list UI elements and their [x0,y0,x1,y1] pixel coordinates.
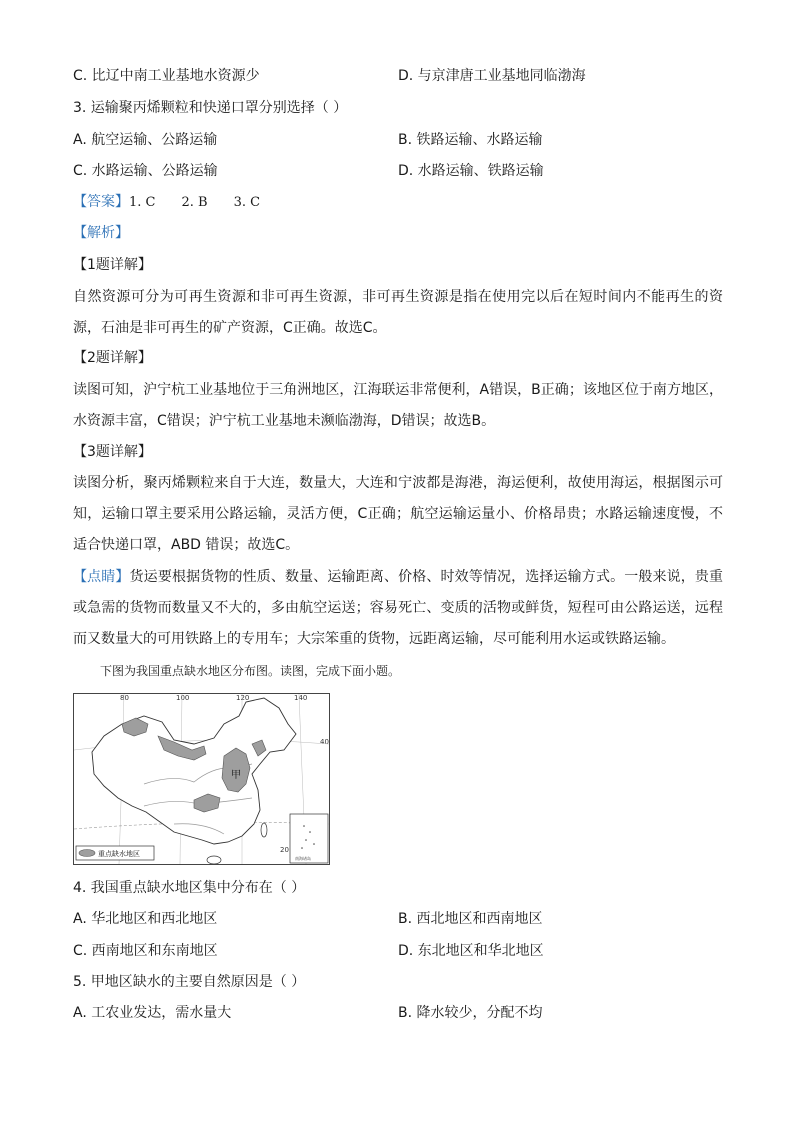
map-intro: 下图为我国重点缺水地区分布图。读图，完成下面小题。 [100,664,401,678]
answer-tag: 【答案】 [73,194,129,210]
q4-option-b: B. 西北地区和西南地区 [398,911,543,927]
q5-option-a: A. 工农业发达，需水量大 [73,1005,232,1021]
lon-label-120: 120 [236,694,250,702]
detail3-tag: 【3题详解】 [73,444,152,460]
detail3-text: 读图分析，聚丙烯颗粒来自于大连，数量大，大连和宁波都是海港，海运便利，故使用海运，根据图示可知，运输口罩主要采用公路运输，灵活方便，C正确；航空运输运量小、价格昂贵；水路运输速度慢，不适合快递口罩，ABD 错误；故选C。 [73,475,723,553]
analysis-tag: 【解析】 [73,225,129,241]
lon-label-140: 140 [294,694,308,702]
q2-option-c: C. 比辽中南工业基地水资源少 [73,68,260,84]
answer-line [73,192,286,213]
region-label-jia: 甲 [231,770,241,781]
china-water-shortage-map [73,693,330,865]
answer-1: 1. C [129,195,156,210]
q4-option-c: C. 西南地区和东南地区 [73,943,218,959]
q4-option-d: D. 东北地区和华北地区 [398,943,544,959]
detail1-tag: 【1题详解】 [73,257,152,273]
taiwan-outline [261,823,267,837]
lon-label-80: 80 [120,694,129,702]
q5-option-b: B. 降水较少，分配不均 [398,1005,543,1021]
q3-option-c: C. 水路运输、公路运输 [73,163,218,179]
china-outline [92,698,296,844]
detail2-text: 读图可知，沪宁杭工业基地位于三角洲地区，江海联运非常便利，A错误，B正确；该地区位于南方地区，水资源丰富，C错误；沪宁杭工业基地未濒临渤海，D错误；故选B。 [73,382,723,429]
tip-paragraph [73,562,723,655]
legend-swatch [79,850,95,857]
lat-label-40: 40 [320,738,329,746]
q4-stem: 4. 我国重点缺水地区集中分布在（ ） [73,880,306,896]
q3-stem: 3. 运输聚丙烯颗粒和快递口罩分别选择（ ） [73,100,348,116]
map-svg [74,694,329,864]
answer-2: 2. B [181,195,208,210]
q3-option-d: D. 水路运输、铁路运输 [398,163,544,179]
q2-option-d: D. 与京津唐工业基地同临渤海 [398,68,586,84]
hainan-outline [207,856,221,864]
q5-stem: 5. 甲地区缺水的主要自然原因是（ ） [73,974,306,990]
inset-label: 南海诸岛 [295,856,311,861]
lon-label-100: 100 [176,694,190,702]
tip-text: 货运要根据货物的性质、数量、运输距离、价格、时效等情况，选择运输方式。一般来说，贵重或急需的货物而数量又不大的，多由航空运送；容易死亡、变质的活物或鲜货，短程可由公路运送，远程而又数量大的可用铁路上的专用车；大宗笨重的货物，远距离运输，尽可能利用水运或铁路运输。 [73,569,724,647]
q4-option-a: A. 华北地区和西北地区 [73,911,218,927]
tip-tag: 【点睛】 [73,569,130,585]
answer-3: 3. C [233,195,261,210]
detail1-text: 自然资源可分为可再生资源和非可再生资源，非可再生资源是指在使用完以后在短时间内不能再生的资源，石油是非可再生的矿产资源，C正确。故选C。 [73,289,723,336]
detail2-tag: 【2题详解】 [73,350,152,366]
q3-option-a: A. 航空运输、公路运输 [73,132,218,148]
lat-label-20: 20 [280,846,289,854]
q3-option-b: B. 铁路运输、水路运输 [398,132,543,148]
legend-label: 重点缺水地区 [98,850,140,858]
